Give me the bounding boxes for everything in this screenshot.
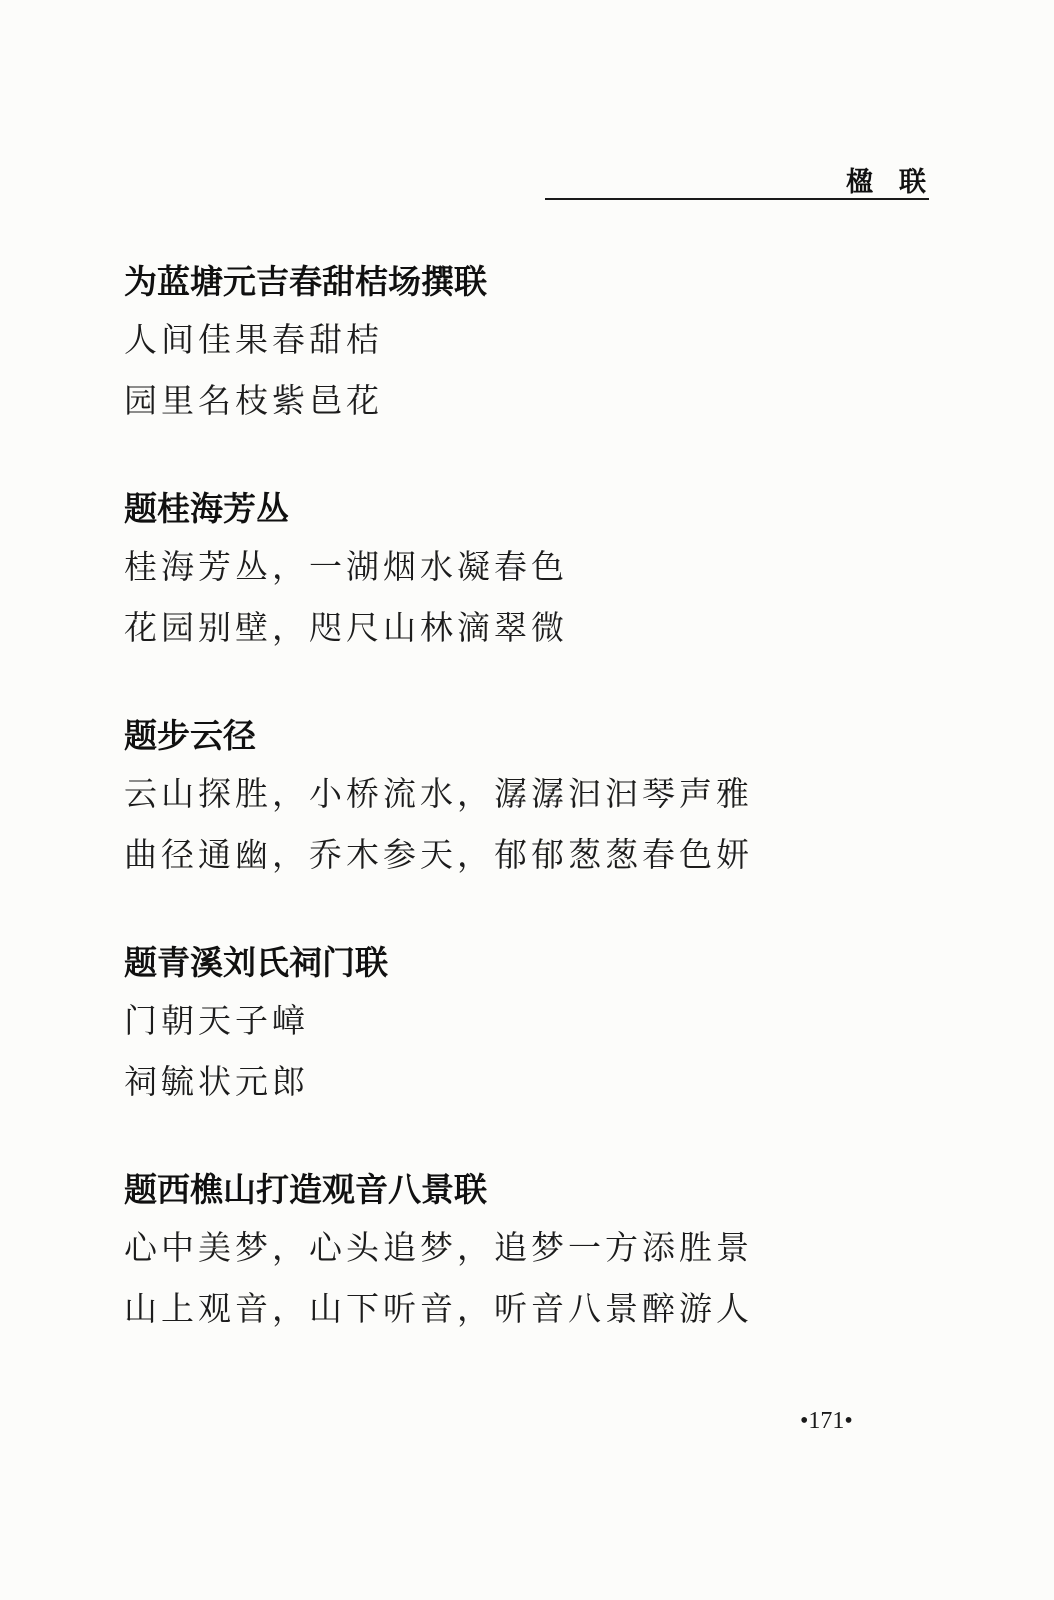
- running-header: 楹联: [846, 167, 952, 198]
- couplet: [124, 262, 944, 425]
- couplet-title: 题步云径: [124, 716, 256, 755]
- couplet: [124, 1170, 944, 1333]
- couplet-line-second: 花园别壁，咫尺山林滴翠微: [124, 608, 568, 647]
- couplet: [124, 716, 944, 879]
- couplet-title: 题青溪刘氏祠门联: [124, 943, 388, 982]
- couplet-line-first: 桂海芳丛，一湖烟水凝春色: [124, 547, 568, 586]
- couplet-line-second: 园里名枝紫邑花: [124, 381, 383, 420]
- couplet-line-first: 人间佳果春甜桔: [124, 320, 383, 359]
- header-rule: [545, 198, 929, 200]
- couplet: [124, 489, 944, 652]
- couplet: [124, 943, 944, 1106]
- couplet-line-second: 祠毓状元郎: [124, 1062, 309, 1101]
- couplet-line-first: 心中美梦，心头追梦，追梦一方添胜景: [124, 1228, 753, 1267]
- couplet-line-second: 山上观音，山下听音，听音八景醉游人: [124, 1289, 753, 1328]
- page-content: [124, 262, 944, 1397]
- couplet-title: 为蓝塘元吉春甜桔场撰联: [124, 262, 487, 301]
- couplet-title: 题桂海芳丛: [124, 489, 289, 528]
- page-number: •171•: [800, 1408, 853, 1434]
- couplet-line-first: 门朝天子嶂: [124, 1001, 309, 1040]
- couplet-title: 题西樵山打造观音八景联: [124, 1170, 487, 1209]
- couplet-line-first: 云山探胜，小桥流水，潺潺汩汩琴声雅: [124, 774, 753, 813]
- couplet-line-second: 曲径通幽，乔木参天，郁郁葱葱春色妍: [124, 835, 753, 874]
